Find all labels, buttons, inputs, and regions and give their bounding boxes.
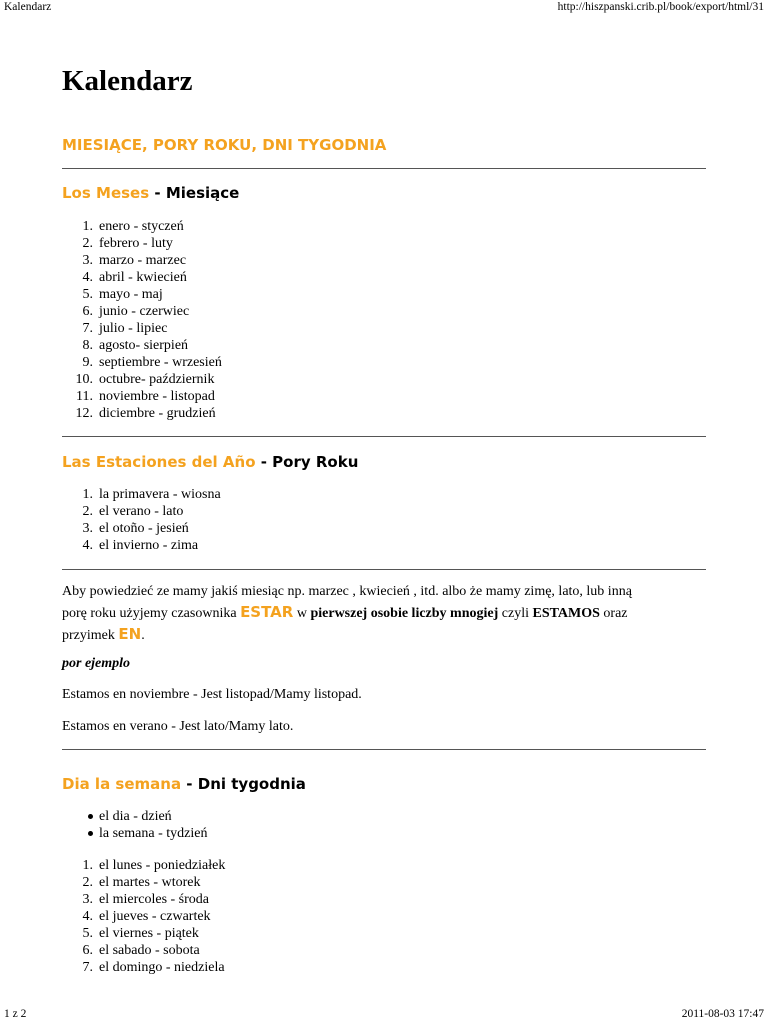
list-item-text: febrero - luty — [99, 236, 173, 251]
seasons-list — [62, 486, 221, 554]
list-item — [62, 405, 222, 422]
list-item — [62, 808, 207, 825]
list-item-number: 1. — [82, 219, 93, 234]
list-item-text: el lunes - poniedziałek — [99, 858, 226, 873]
list-item — [62, 337, 222, 354]
example-label-text: por ejemplo — [62, 656, 131, 671]
list-item — [62, 388, 222, 405]
list-item-text: el invierno - zima — [99, 538, 199, 553]
example-1: Estamos en noviembre - Jest listopad/Mamy listopad. — [62, 687, 362, 702]
months-heading — [62, 183, 239, 203]
list-item-text: marzo - marzec — [99, 253, 187, 268]
list-item-number: 4. — [82, 909, 93, 924]
example-label — [62, 653, 702, 674]
explanation-text: oraz — [599, 606, 628, 621]
list-item-text: el viernes - piątek — [99, 926, 199, 941]
explanation-text: porę roku użyjemy czasownika — [62, 606, 241, 621]
list-item-text: el jueves - czwartek — [99, 909, 211, 924]
days-list — [62, 857, 225, 976]
list-item-text: el otoño - jesień — [99, 521, 189, 536]
list-item — [62, 303, 222, 320]
list-item-text: el verano - lato — [99, 504, 184, 519]
list-item-text: el sabado - sobota — [99, 943, 200, 958]
list-item-text: junio - czerwiec — [99, 304, 190, 319]
list-item — [62, 235, 222, 252]
list-item-number: 2. — [82, 236, 93, 251]
list-item — [62, 520, 221, 537]
list-item — [62, 252, 222, 269]
list-item-number: 7. — [82, 321, 93, 336]
list-item-text: el martes - wtorek — [99, 875, 201, 890]
list-item-text: julio - lipiec — [99, 321, 168, 336]
list-item-text: septiembre - wrzesień — [99, 355, 222, 370]
list-item-number: 7. — [82, 960, 93, 975]
divider — [62, 168, 706, 169]
list-item-number: 6. — [82, 304, 93, 319]
explanation-text: przyimek — [62, 628, 119, 643]
print-timestamp: 2011-08-03 17:47 — [681, 1008, 764, 1020]
list-item-number: 9. — [82, 355, 93, 370]
days-heading-pl: - Dni tygodnia — [181, 775, 306, 793]
print-footer — [0, 1007, 768, 1023]
list-item — [62, 371, 222, 388]
list-item-number: 4. — [82, 538, 93, 553]
list-item-text: octubre- październik — [99, 372, 215, 387]
list-item — [62, 825, 207, 842]
divider — [62, 749, 706, 750]
list-item-number: 10. — [75, 372, 93, 387]
seasons-heading — [62, 452, 358, 472]
list-item-text: el domingo - niedziela — [99, 960, 225, 975]
estar-word: ESTAR — [240, 603, 294, 621]
list-item-number: 5. — [82, 287, 93, 302]
list-item-number: 12. — [75, 406, 93, 421]
list-item-text: la semana - tydzień — [99, 826, 208, 841]
list-item — [62, 286, 222, 303]
print-header — [0, 0, 768, 16]
days-bullet-list — [62, 808, 207, 842]
explanation-line1: Aby powiedzieć ze mamy jakiś miesiąc np. marzec , kwiecień , itd. albo że mamy zimę, lato, lub inną — [62, 584, 632, 599]
list-item-number: 3. — [82, 892, 93, 907]
bold-phrase: pierwszej osobie liczby mnogiej — [310, 606, 499, 621]
list-item-text: noviembre - listopad — [99, 389, 215, 404]
list-item-number: 2. — [82, 875, 93, 890]
list-item — [62, 874, 225, 891]
list-item — [62, 908, 225, 925]
list-item — [62, 354, 222, 371]
divider — [62, 436, 706, 437]
months-heading-pl: - Miesiące — [149, 184, 240, 202]
bullet-icon — [88, 831, 93, 836]
months-heading-es: Los Meses — [62, 184, 150, 202]
list-item-number: 6. — [82, 943, 93, 958]
bullet-icon — [88, 814, 93, 819]
list-item-number: 3. — [82, 253, 93, 268]
print-header-title: Kalendarz — [4, 1, 52, 13]
list-item-number: 2. — [82, 504, 93, 519]
days-heading-es: Dia la semana — [62, 775, 182, 793]
divider — [62, 569, 706, 570]
print-header-url: http://hiszpanski.crib.pl/book/export/html/31 — [557, 1, 764, 13]
estamos-word: ESTAMOS — [532, 606, 600, 621]
list-item-number: 4. — [82, 270, 93, 285]
list-item — [62, 925, 225, 942]
list-item-text: el dia - dzień — [99, 809, 172, 824]
explanation-paragraph — [62, 581, 702, 646]
list-item-number: 5. — [82, 926, 93, 941]
list-item-text: abril - kwiecień — [99, 270, 187, 285]
list-item — [62, 942, 225, 959]
list-item — [62, 269, 222, 286]
explanation-text: w — [293, 606, 311, 621]
list-item-text: agosto- sierpień — [99, 338, 189, 353]
list-item — [62, 486, 221, 503]
page-title: Kalendarz — [62, 65, 193, 97]
months-list — [62, 218, 222, 422]
list-item — [62, 537, 221, 554]
list-item — [62, 218, 222, 235]
list-item-number: 11. — [76, 389, 93, 404]
list-item — [62, 320, 222, 337]
list-item-number: 3. — [82, 521, 93, 536]
list-item-text: la primavera - wiosna — [99, 487, 221, 502]
example-2: Estamos en verano - Jest lato/Mamy lato. — [62, 719, 294, 734]
list-item — [62, 857, 225, 874]
explanation-text: czyli — [498, 606, 533, 621]
list-item-number: 1. — [82, 487, 93, 502]
list-item-text: enero - styczeń — [99, 219, 184, 234]
seasons-heading-pl: - Pory Roku — [255, 453, 359, 471]
days-heading — [62, 774, 306, 794]
list-item — [62, 959, 225, 976]
list-item-number: 8. — [82, 338, 93, 353]
list-item — [62, 503, 221, 520]
seasons-heading-es: Las Estaciones del Año — [62, 453, 256, 471]
list-item-number: 1. — [82, 858, 93, 873]
list-item-text: el miercoles - środa — [99, 892, 210, 907]
page-number: 1 z 2 — [4, 1008, 27, 1020]
en-word: EN — [118, 625, 142, 643]
section-title: MIESIĄCE, PORY ROKU, DNI TYGODNIA — [62, 136, 387, 154]
list-item — [62, 891, 225, 908]
list-item-text: mayo - maj — [99, 287, 163, 302]
list-item-text: diciembre - grudzień — [99, 406, 216, 421]
explanation-text: . — [141, 628, 145, 643]
